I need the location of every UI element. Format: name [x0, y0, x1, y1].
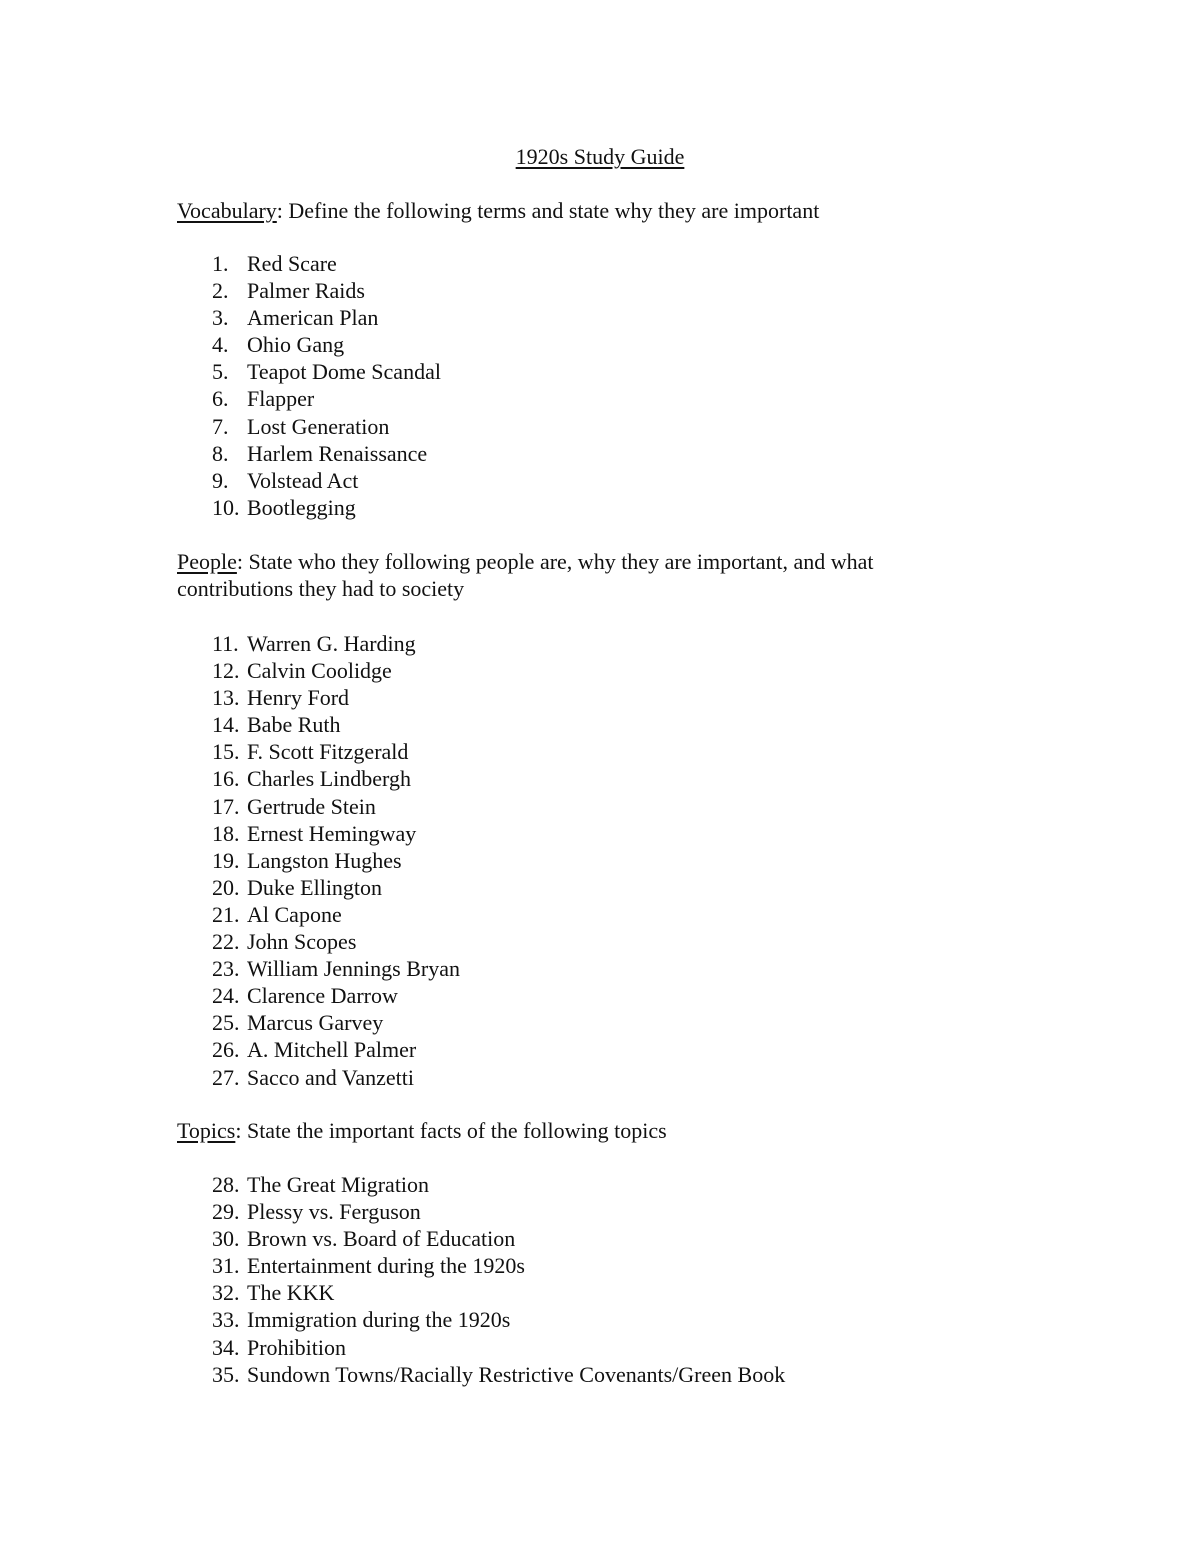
- list-item: [212, 1252, 785, 1279]
- item-number: 17.: [212, 793, 240, 819]
- item-text: Prohibition: [247, 1334, 347, 1360]
- list-item: [212, 738, 460, 765]
- item-number: 32.: [212, 1280, 240, 1306]
- vocabulary-instruction: : Define the following terms and state why they are important: [276, 198, 820, 223]
- item-number: 11.: [212, 631, 239, 656]
- item-text: Flapper: [247, 386, 315, 412]
- item-text: Palmer Raids: [247, 278, 365, 304]
- item-number: 6.: [212, 386, 229, 412]
- item-number: 15.: [212, 739, 240, 765]
- people-intro: [177, 548, 957, 602]
- list-item: [212, 874, 460, 901]
- item-text: Ernest Hemingway: [247, 820, 417, 846]
- list-item: [212, 1009, 460, 1036]
- item-text: John Scopes: [247, 929, 357, 955]
- item-number: 23.: [212, 956, 240, 982]
- list-item: [212, 494, 441, 521]
- item-text: American Plan: [247, 305, 379, 331]
- vocabulary-intro: [177, 197, 957, 224]
- item-text: William Jennings Bryan: [247, 956, 460, 982]
- list-item: [212, 684, 460, 711]
- item-number: 19.: [212, 847, 240, 873]
- item-number: 30.: [212, 1226, 240, 1252]
- item-number: 8.: [212, 440, 229, 466]
- item-text: Marcus Garvey: [247, 1010, 384, 1036]
- list-item: [212, 982, 460, 1009]
- item-text: Volstead Act: [247, 467, 359, 493]
- item-number: 4.: [212, 332, 229, 358]
- list-item: [212, 928, 460, 955]
- list-item: [212, 657, 460, 684]
- list-item: [212, 1198, 785, 1225]
- list-item: [212, 711, 460, 738]
- item-text: The Great Migration: [247, 1172, 430, 1197]
- item-text: Harlem Renaissance: [247, 440, 428, 466]
- item-text: Babe Ruth: [247, 712, 341, 738]
- item-number: 14.: [212, 712, 240, 738]
- item-number: 33.: [212, 1307, 240, 1333]
- item-number: 2.: [212, 278, 229, 304]
- item-text: Al Capone: [247, 901, 342, 927]
- item-text: Sacco and Vanzetti: [247, 1064, 414, 1090]
- list-item: [212, 820, 460, 847]
- item-text: Duke Ellington: [247, 874, 383, 900]
- item-text: Bootlegging: [247, 494, 356, 520]
- item-number: 18.: [212, 820, 240, 846]
- item-number: 29.: [212, 1199, 240, 1225]
- item-number: 10.: [212, 494, 240, 520]
- item-number: 35.: [212, 1361, 240, 1387]
- list-item: [212, 1171, 785, 1198]
- item-number: 21.: [212, 901, 240, 927]
- topics-intro: [177, 1117, 957, 1144]
- list-item: [212, 1036, 460, 1063]
- item-text: Immigration during the 1920s: [247, 1307, 511, 1333]
- list-item: [212, 304, 441, 331]
- item-text: Brown vs. Board of Education: [247, 1226, 516, 1252]
- item-text: Plessy vs. Ferguson: [247, 1199, 421, 1225]
- item-text: Entertainment during the 1920s: [247, 1253, 525, 1279]
- list-item: [212, 1334, 785, 1361]
- item-number: 22.: [212, 929, 240, 955]
- list-item: [212, 1279, 785, 1306]
- item-number: 1.: [212, 251, 229, 276]
- item-text: A. Mitchell Palmer: [247, 1037, 417, 1063]
- list-item: [212, 765, 460, 792]
- item-text: The KKK: [247, 1280, 335, 1306]
- vocabulary-label: Vocabulary: [177, 198, 277, 223]
- item-text: Clarence Darrow: [247, 983, 398, 1009]
- people-list: [212, 630, 460, 1091]
- item-number: 3.: [212, 305, 229, 331]
- item-number: 25.: [212, 1010, 240, 1036]
- list-item: [212, 901, 460, 928]
- topics-list: [212, 1171, 785, 1388]
- list-item: [212, 955, 460, 982]
- item-number: 16.: [212, 766, 240, 792]
- item-number: 5.: [212, 359, 229, 385]
- item-text: Ohio Gang: [247, 332, 345, 358]
- item-number: 34.: [212, 1334, 240, 1360]
- list-item: [212, 385, 441, 412]
- item-text: Red Scare: [247, 251, 337, 276]
- topics-instruction: : State the important facts of the following topics: [235, 1118, 667, 1143]
- list-item: [212, 277, 441, 304]
- vocabulary-list: [212, 250, 441, 521]
- item-number: 26.: [212, 1037, 240, 1063]
- item-text: F. Scott Fitzgerald: [247, 739, 409, 765]
- people-instruction: : State who they following people are, why they are important, and what contributions they had to society: [177, 549, 874, 601]
- item-number: 31.: [212, 1253, 240, 1279]
- list-item: [212, 630, 460, 657]
- item-number: 7.: [212, 413, 229, 439]
- list-item: [212, 467, 441, 494]
- item-text: Charles Lindbergh: [247, 766, 411, 792]
- item-number: 20.: [212, 874, 240, 900]
- item-number: 24.: [212, 983, 240, 1009]
- list-item: [212, 331, 441, 358]
- list-item: [212, 1306, 785, 1333]
- item-number: 27.: [212, 1064, 240, 1090]
- list-item: [212, 250, 441, 277]
- item-text: Gertrude Stein: [247, 793, 376, 819]
- list-item: [212, 1064, 460, 1091]
- item-text: Warren G. Harding: [247, 631, 416, 656]
- people-label: People: [177, 549, 237, 574]
- item-number: 9.: [212, 467, 229, 493]
- item-number: 12.: [212, 658, 240, 684]
- item-number: 28.: [212, 1172, 240, 1197]
- list-item: [212, 440, 441, 467]
- list-item: [212, 358, 441, 385]
- list-item: [212, 1225, 785, 1252]
- item-text: Sundown Towns/Racially Restrictive Covenants/Green Book: [247, 1361, 786, 1387]
- page-title: 1920s Study Guide: [515, 144, 685, 169]
- item-text: Teapot Dome Scandal: [247, 359, 441, 385]
- topics-label: Topics: [177, 1118, 236, 1143]
- item-number: 13.: [212, 685, 240, 711]
- item-text: Langston Hughes: [247, 847, 402, 873]
- list-item: [212, 847, 460, 874]
- list-item: [212, 413, 441, 440]
- list-item: [212, 793, 460, 820]
- item-text: Henry Ford: [247, 685, 350, 711]
- list-item: [212, 1361, 785, 1388]
- item-text: Lost Generation: [247, 413, 390, 439]
- item-text: Calvin Coolidge: [247, 658, 392, 684]
